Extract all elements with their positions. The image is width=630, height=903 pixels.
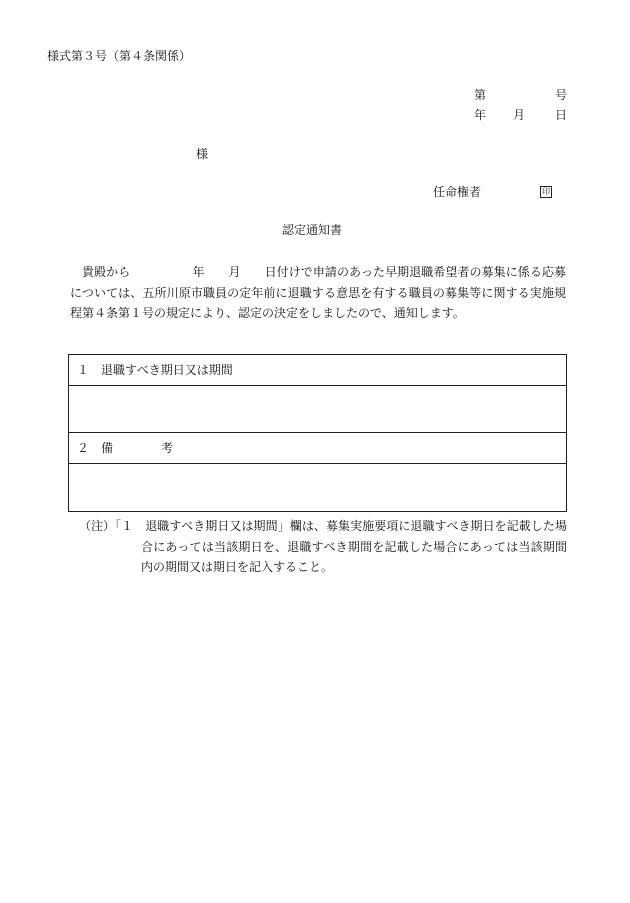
body-month-label: 月 <box>228 265 241 279</box>
date-year-label: 年 <box>474 108 487 122</box>
body-text-rest: 日付けで申請のあった早期退職希望者の募集に係る応募については、五所川原市職員の定年前に退職する意思を有する職員の募集等に関する実施規程第４条第１号の規定により、認定の決定をしましたので、通知します。 <box>70 265 566 320</box>
row2-label-b: 考 <box>161 441 174 455</box>
document-title: 認定通知書 <box>282 223 343 237</box>
body-paragraph <box>70 262 566 324</box>
row1-label: 退職すべき期日又は期間 <box>101 363 233 377</box>
body-year-label: 年 <box>192 265 205 279</box>
note-label: （注） <box>79 519 116 533</box>
seal-icon: 印 <box>542 187 550 196</box>
document-number-suffix: 号 <box>555 88 568 102</box>
note <box>79 516 567 578</box>
addressee-honorific: 様 <box>196 147 209 161</box>
table-header-row-2 <box>69 433 566 464</box>
form-number: 様式第３号（第４条関係） <box>47 49 192 63</box>
date-day-label: 日 <box>555 108 568 122</box>
table-header-row-1 <box>69 355 566 386</box>
row2-label-a: 備 <box>101 441 114 455</box>
row1-number: １ <box>77 363 90 377</box>
document-number-prefix: 第 <box>474 88 487 102</box>
note-text: 「１ 退職すべき期日又は期間」欄は、募集実施要項に退職すべき期日を記載した場合にあっては当該期日を、退職すべき期間を記載した場合にあっては当該期間内の期間又は期日を記入すること。 <box>109 519 567 574</box>
info-table <box>68 354 567 512</box>
remarks-field[interactable] <box>69 464 566 511</box>
appointer-label: 任命権者 <box>433 185 482 199</box>
retirement-date-field[interactable] <box>69 386 566 433</box>
date-month-label: 月 <box>513 108 526 122</box>
row2-number: ２ <box>77 441 90 455</box>
body-text-start: 貴殿から <box>82 265 131 279</box>
